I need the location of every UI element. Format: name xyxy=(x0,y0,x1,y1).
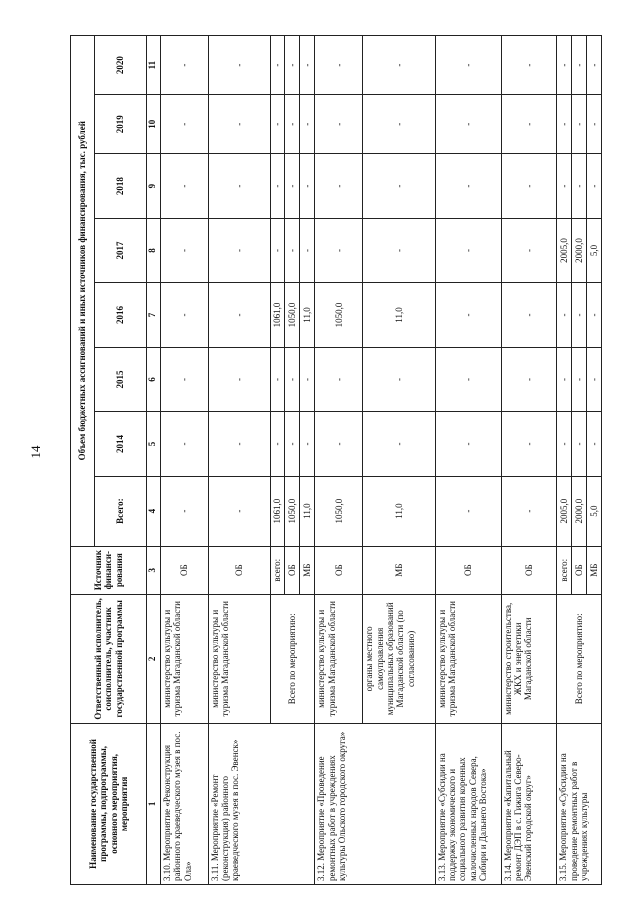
value-cell: 1050,0 xyxy=(315,283,363,347)
value-cell: 2000,0 xyxy=(572,476,587,546)
column-index: 3 xyxy=(147,546,161,594)
value-cell: - xyxy=(315,347,363,411)
header-name: Наименование государственной программы, подпрограммы, основного мероприятия, мероприятия xyxy=(71,723,147,884)
value-cell: 11,0 xyxy=(363,476,435,546)
measure-name: 3.12. Мероприятие «Проведение ремонтных работ в учреждениях культуры Ольского городского округа» xyxy=(315,723,435,884)
header-row-1 xyxy=(71,36,95,885)
value-cell: - xyxy=(586,412,601,476)
measure-name: 3.11. Мероприятие «Ремонт (реконструкция) районного краеведческого музея в пос. Эвенск» xyxy=(208,723,315,884)
value-cell: - xyxy=(208,347,270,411)
value-cell: - xyxy=(285,347,300,411)
header-executor: Ответственный исполнитель, соисполнитель, участник государственной программы xyxy=(71,594,147,723)
value-cell: - xyxy=(315,412,363,476)
value-cell: - xyxy=(435,283,501,347)
value-cell: - xyxy=(300,347,315,411)
value-cell: - xyxy=(270,412,285,476)
funding-source: ОБ xyxy=(435,546,501,594)
value-cell: - xyxy=(160,36,208,95)
value-cell: 2005,0 xyxy=(557,476,572,546)
value-cell: - xyxy=(363,218,435,282)
rotated-page-content xyxy=(70,35,602,885)
executor: министерство культуры и туризма Магаданской области xyxy=(315,594,363,723)
funding-source: МБ xyxy=(586,546,601,594)
financing-table xyxy=(70,35,602,885)
measure-name: 3.15. Мероприятие «Субсидии на проведение ремонтных работ в учреждениях культуры xyxy=(557,723,602,884)
value-cell: - xyxy=(285,154,300,218)
value-cell: 2005,0 xyxy=(557,218,572,282)
value-cell: - xyxy=(270,95,285,154)
value-cell: - xyxy=(501,476,556,546)
header-year: 2016 xyxy=(95,283,147,347)
value-cell: - xyxy=(435,95,501,154)
column-index: 4 xyxy=(147,476,161,546)
table-row xyxy=(501,36,556,885)
value-cell: - xyxy=(363,154,435,218)
table-row xyxy=(160,36,208,885)
value-cell: - xyxy=(501,154,556,218)
executor: министерство культуры и туризма Магаданской области xyxy=(435,594,501,723)
value-cell: - xyxy=(572,154,587,218)
value-cell: - xyxy=(586,283,601,347)
funding-source: ОБ xyxy=(208,546,270,594)
value-cell: - xyxy=(160,95,208,154)
value-cell: - xyxy=(572,95,587,154)
measure-name: 3.13. Мероприятие «Субсидии на поддержку экономического и социального развития коренных малочисленных народов Севера, Сибири и Дальнего Востока» xyxy=(435,723,501,884)
column-index: 7 xyxy=(147,283,161,347)
value-cell: - xyxy=(270,154,285,218)
executor: министерство культуры и туризма Магаданской области xyxy=(160,594,208,723)
value-cell: - xyxy=(572,412,587,476)
page-number: 14 xyxy=(28,445,43,459)
value-cell: - xyxy=(501,95,556,154)
value-cell: - xyxy=(363,95,435,154)
value-cell: - xyxy=(285,36,300,95)
value-cell: - xyxy=(435,218,501,282)
value-cell: 1061,0 xyxy=(270,283,285,347)
value-cell: - xyxy=(557,36,572,95)
column-index: 11 xyxy=(147,36,161,95)
value-cell: - xyxy=(501,218,556,282)
header-year: 2019 xyxy=(95,95,147,154)
value-cell: 1061,0 xyxy=(270,476,285,546)
value-cell: - xyxy=(363,347,435,411)
column-index: 5 xyxy=(147,412,161,476)
value-cell: - xyxy=(435,347,501,411)
value-cell: - xyxy=(435,154,501,218)
value-cell: - xyxy=(160,347,208,411)
value-cell: 11,0 xyxy=(300,283,315,347)
value-cell: - xyxy=(208,154,270,218)
funding-source: ОБ xyxy=(160,546,208,594)
value-cell: - xyxy=(160,476,208,546)
value-cell: - xyxy=(586,95,601,154)
executor: министерство культуры и туризма Магаданской области xyxy=(208,594,270,723)
value-cell: - xyxy=(160,218,208,282)
value-cell: - xyxy=(300,412,315,476)
value-cell: - xyxy=(285,412,300,476)
value-cell: - xyxy=(208,36,270,95)
value-cell: - xyxy=(285,95,300,154)
value-cell: 2000,0 xyxy=(572,218,587,282)
table-row xyxy=(315,36,363,885)
value-cell: - xyxy=(586,36,601,95)
value-cell: - xyxy=(501,36,556,95)
funding-source: ОБ xyxy=(501,546,556,594)
value-cell: - xyxy=(208,412,270,476)
value-cell: - xyxy=(300,95,315,154)
column-index: 10 xyxy=(147,95,161,154)
value-cell: 11,0 xyxy=(363,283,435,347)
value-cell: - xyxy=(363,412,435,476)
executor-total: Всего по мероприятию: xyxy=(270,594,315,723)
value-cell: - xyxy=(300,154,315,218)
value-cell: - xyxy=(208,476,270,546)
value-cell: 5,0 xyxy=(586,476,601,546)
column-index: 2 xyxy=(147,594,161,723)
value-cell: - xyxy=(572,347,587,411)
value-cell: - xyxy=(586,347,601,411)
executor: органы местного самоуправления муниципальных образований Магаданской области (по согласованию) xyxy=(363,594,435,723)
value-cell: 1050,0 xyxy=(315,476,363,546)
value-cell: - xyxy=(208,218,270,282)
value-cell: - xyxy=(557,154,572,218)
value-cell: - xyxy=(557,95,572,154)
value-cell: - xyxy=(300,218,315,282)
value-cell: 11,0 xyxy=(300,476,315,546)
executor: министерство строительства, ЖКХ и энергетики Магаданской области xyxy=(501,594,556,723)
funding-source: ОБ xyxy=(572,546,587,594)
column-index: 8 xyxy=(147,218,161,282)
value-cell: - xyxy=(557,347,572,411)
value-cell: - xyxy=(315,154,363,218)
value-cell: - xyxy=(315,218,363,282)
value-cell: - xyxy=(160,283,208,347)
value-cell: - xyxy=(435,476,501,546)
value-cell: 5,0 xyxy=(586,218,601,282)
measure-name: 3.14. Мероприятие «Капитальный ремонт ДЭП в с. Гижига Северо-Эвенский городской округ» xyxy=(501,723,556,884)
header-year: 2018 xyxy=(95,154,147,218)
column-index: 6 xyxy=(147,347,161,411)
value-cell: - xyxy=(586,154,601,218)
value-cell: - xyxy=(435,412,501,476)
value-cell: - xyxy=(557,283,572,347)
value-cell: - xyxy=(501,283,556,347)
table-row xyxy=(435,36,501,885)
column-index: 1 xyxy=(147,723,161,884)
value-cell: - xyxy=(315,95,363,154)
value-cell: - xyxy=(501,412,556,476)
column-index: 9 xyxy=(147,154,161,218)
value-cell: - xyxy=(208,283,270,347)
table-row xyxy=(208,36,270,885)
value-cell: - xyxy=(501,347,556,411)
value-cell: - xyxy=(160,412,208,476)
value-cell: - xyxy=(363,36,435,95)
value-cell: - xyxy=(315,36,363,95)
value-cell: - xyxy=(572,36,587,95)
value-cell: - xyxy=(208,95,270,154)
value-cell: - xyxy=(270,218,285,282)
value-cell: - xyxy=(270,347,285,411)
funding-source: всего: xyxy=(270,546,285,594)
funding-source: ОБ xyxy=(285,546,300,594)
header-year: 2014 xyxy=(95,412,147,476)
header-financing-group: Объем бюджетных ассигнований и иных источников финансирования, тыс. рублей xyxy=(71,36,95,547)
header-year: 2015 xyxy=(95,347,147,411)
funding-source: МБ xyxy=(300,546,315,594)
column-index-row xyxy=(147,36,161,885)
executor-total: Всего по мероприятию: xyxy=(557,594,602,723)
value-cell: - xyxy=(557,412,572,476)
header-year: Всего: xyxy=(95,476,147,546)
value-cell: - xyxy=(572,283,587,347)
header-source: Источник финанси-рования xyxy=(71,546,147,594)
value-cell: - xyxy=(285,218,300,282)
header-year: 2020 xyxy=(95,36,147,95)
header-year: 2017 xyxy=(95,218,147,282)
value-cell: - xyxy=(300,36,315,95)
value-cell: - xyxy=(270,36,285,95)
value-cell: 1050,0 xyxy=(285,283,300,347)
value-cell: - xyxy=(160,154,208,218)
funding-source: ОБ xyxy=(315,546,363,594)
funding-source: всего: xyxy=(557,546,572,594)
value-cell: - xyxy=(435,36,501,95)
funding-source: МБ xyxy=(363,546,435,594)
value-cell: 1050,0 xyxy=(285,476,300,546)
measure-name: 3.10. Мероприятие «Реконструкция районного краеведческого музея в пос. Ола» xyxy=(160,723,208,884)
table-row xyxy=(557,36,572,885)
